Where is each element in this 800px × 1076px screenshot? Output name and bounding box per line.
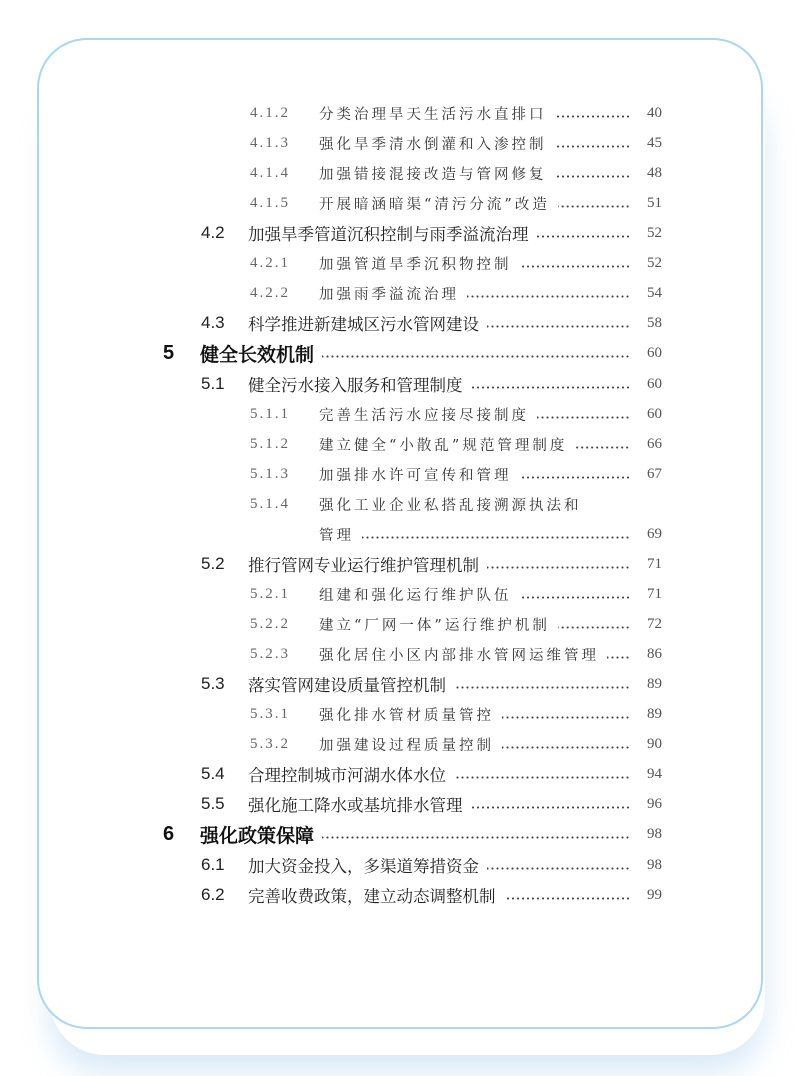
entry-body — [200, 338, 662, 369]
entry-number: 4.2 — [201, 223, 225, 242]
entry-number: 5.1 — [201, 374, 225, 393]
dot-leader — [454, 776, 630, 779]
dot-leader — [504, 897, 631, 900]
dot-leader — [607, 656, 630, 659]
entry-body — [319, 278, 662, 308]
entry-body — [248, 759, 662, 789]
entry-body — [200, 819, 662, 850]
entry-body — [319, 459, 662, 489]
dot-leader — [322, 355, 630, 358]
toc-entry[interactable] — [0, 880, 800, 910]
entry-page-number: 40 — [647, 104, 662, 121]
entry-number: 4.1.4 — [250, 164, 290, 181]
entry-page-number: 60 — [647, 405, 662, 422]
entry-body — [319, 188, 662, 218]
entry-title: 加强排水许可宣传和管理 — [319, 467, 512, 484]
toc-entry[interactable] — [0, 669, 800, 699]
entry-page-number: 67 — [647, 465, 662, 482]
dot-leader — [555, 115, 631, 118]
toc-entry[interactable] — [0, 369, 800, 399]
entry-title: 开展暗涵暗渠“清污分流”改造 — [319, 196, 550, 213]
table-of-contents — [0, 98, 800, 910]
entry-number: 4.1.5 — [250, 194, 290, 211]
entry-number: 4.2.2 — [250, 284, 290, 301]
entry-title: 强化旱季清水倒灌和入渗控制 — [319, 136, 547, 153]
entry-page-number: 60 — [647, 375, 662, 392]
entry-number: 4.1.3 — [250, 134, 290, 151]
entry-title: 强化居住小区内部排水管网运维管理 — [319, 647, 599, 664]
entry-page-number: 48 — [647, 164, 662, 181]
toc-entry[interactable] — [0, 549, 800, 579]
entry-body — [248, 549, 662, 579]
entry-title: 加强旱季管道沉积控制与雨季溢流治理 — [248, 225, 529, 244]
dot-leader — [520, 265, 631, 268]
toc-entry[interactable] — [0, 729, 800, 759]
entry-page-number: 71 — [647, 585, 662, 602]
toc-entry[interactable] — [0, 338, 800, 369]
entry-title: 健全长效机制 — [200, 344, 315, 366]
dot-leader — [558, 626, 630, 629]
dot-leader — [558, 205, 630, 208]
entry-number: 5.2.1 — [250, 585, 290, 602]
entry-title-continuation: 管理 — [319, 527, 354, 544]
entry-title: 落实管网建设质量管控机制 — [248, 676, 446, 695]
entry-page-number: 98 — [647, 826, 662, 842]
toc-entry[interactable] — [0, 759, 800, 789]
dot-leader — [487, 867, 630, 870]
entry-page-number: 96 — [647, 795, 662, 812]
entry-title: 加大资金投入，多渠道筹措资金 — [248, 857, 479, 876]
dot-leader — [502, 746, 630, 749]
entry-number: 4.3 — [201, 313, 225, 332]
entry-number: 5.2 — [201, 554, 225, 573]
toc-entry[interactable] — [0, 98, 800, 128]
entry-body — [319, 639, 662, 669]
toc-entry[interactable] — [0, 789, 800, 819]
toc-entry[interactable] — [0, 639, 800, 669]
entry-title: 科学推进新建城区污水管网建设 — [248, 315, 479, 334]
entry-number: 5.5 — [201, 794, 225, 813]
entry-page-number: 52 — [647, 224, 662, 241]
entry-page-number: 66 — [647, 435, 662, 452]
entry-title: 建立健全“小散乱”规范管理制度 — [319, 437, 568, 454]
entry-title: 组建和强化运行维护队伍 — [319, 587, 512, 604]
entry-body — [319, 579, 662, 609]
toc-entry[interactable] — [0, 819, 800, 850]
entry-title: 分类治理旱天生活污水直排口 — [319, 106, 547, 123]
entry-page-number: 99 — [647, 886, 662, 903]
toc-entry[interactable] — [0, 699, 800, 729]
entry-number: 5.3 — [201, 674, 225, 693]
toc-entry[interactable] — [0, 248, 800, 278]
entry-title: 强化施工降水或基坑排水管理 — [248, 796, 463, 815]
entry-title: 加强雨季溢流治理 — [319, 286, 459, 303]
entry-body — [319, 609, 662, 639]
entry-body — [319, 399, 662, 429]
entry-body — [319, 128, 662, 158]
entry-page-number: 45 — [647, 134, 662, 151]
entry-number: 5.1.4 — [250, 495, 290, 512]
dot-leader — [471, 806, 631, 809]
dot-leader — [454, 686, 630, 689]
dot-leader — [555, 175, 631, 178]
dot-leader — [537, 235, 631, 238]
entry-title: 合理控制城市河湖水体水位 — [248, 766, 446, 785]
entry-number: 6.1 — [201, 855, 225, 874]
dot-leader — [520, 596, 631, 599]
toc-entry[interactable] — [0, 128, 800, 158]
entry-number: 6.2 — [201, 885, 225, 904]
dot-leader — [471, 386, 631, 389]
entry-body — [248, 369, 662, 399]
entry-number: 5.2.3 — [250, 645, 290, 662]
entry-number: 5.3.2 — [250, 735, 290, 752]
toc-entry[interactable] — [0, 850, 800, 880]
entry-page-number: 72 — [647, 615, 662, 632]
entry-title: 强化工业企业私搭乱接溯源执法和 — [319, 497, 582, 514]
entry-body — [248, 308, 662, 338]
entry-page-number: 54 — [647, 284, 662, 301]
toc-entry[interactable] — [0, 579, 800, 609]
toc-entry[interactable] — [0, 218, 800, 248]
entry-number: 6 — [163, 823, 175, 845]
entry-body — [319, 519, 662, 549]
entry-title: 健全污水接入服务和管理制度 — [248, 376, 463, 395]
entry-body — [319, 429, 662, 459]
entry-title: 完善生活污水应接尽接制度 — [319, 407, 529, 424]
toc-entry-continuation — [0, 519, 800, 549]
entry-page-number: 51 — [647, 194, 662, 211]
entry-body — [319, 158, 662, 188]
entry-page-number: 86 — [647, 645, 662, 662]
entry-number: 5.1.3 — [250, 465, 290, 482]
entry-body — [319, 699, 662, 729]
entry-title: 加强建设过程质量控制 — [319, 737, 494, 754]
entry-title: 建立“厂网一体”运行维护机制 — [319, 617, 550, 634]
dot-leader — [537, 416, 630, 419]
entry-page-number: 98 — [647, 856, 662, 873]
entry-page-number: 60 — [647, 345, 662, 361]
entry-page-number: 58 — [647, 314, 662, 331]
entry-body — [319, 248, 662, 278]
dot-leader — [487, 325, 630, 328]
entry-body — [248, 218, 662, 248]
dot-leader — [467, 295, 630, 298]
entry-body — [319, 729, 662, 759]
entry-number: 4.1.2 — [250, 104, 290, 121]
entry-body — [248, 789, 662, 819]
entry-number: 5.4 — [201, 764, 225, 783]
toc-entry[interactable] — [0, 459, 800, 489]
toc-entry[interactable] — [0, 188, 800, 218]
toc-entry[interactable] — [0, 489, 800, 519]
entry-page-number: 94 — [647, 765, 662, 782]
entry-number: 4.2.1 — [250, 254, 290, 271]
entry-title: 完善收费政策，建立动态调整机制 — [248, 887, 496, 906]
entry-number: 5.1.2 — [250, 435, 290, 452]
dot-leader — [502, 716, 630, 719]
entry-page-number: 89 — [647, 675, 662, 692]
dot-leader — [555, 145, 631, 148]
toc-entry[interactable] — [0, 399, 800, 429]
entry-number: 5.3.1 — [250, 705, 290, 722]
entry-title: 强化政策保障 — [200, 825, 315, 847]
entry-number: 5.1.1 — [250, 405, 290, 422]
toc-entry[interactable] — [0, 158, 800, 188]
entry-title: 加强错接混接改造与管网修复 — [319, 166, 547, 183]
entry-page-number: 52 — [647, 254, 662, 271]
entry-body — [319, 98, 662, 128]
dot-leader — [575, 446, 630, 449]
entry-page-number: 69 — [647, 525, 662, 542]
dot-leader — [322, 836, 630, 839]
toc-entry[interactable] — [0, 609, 800, 639]
entry-page-number: 90 — [647, 735, 662, 752]
entry-page-number: 89 — [647, 705, 662, 722]
dot-leader — [362, 536, 630, 539]
entry-body — [319, 489, 662, 519]
toc-entry[interactable] — [0, 278, 800, 308]
entry-page-number: 71 — [647, 555, 662, 572]
entry-title: 加强管道旱季沉积物控制 — [319, 256, 512, 273]
entry-body — [248, 850, 662, 880]
entry-body — [248, 669, 662, 699]
dot-leader — [520, 476, 631, 479]
entry-title: 强化排水管材质量管控 — [319, 707, 494, 724]
toc-entry[interactable] — [0, 308, 800, 338]
entry-body — [248, 880, 662, 910]
entry-number: 5 — [163, 342, 175, 364]
toc-entry[interactable] — [0, 429, 800, 459]
dot-leader — [487, 566, 630, 569]
entry-number: 5.2.2 — [250, 615, 290, 632]
entry-title: 推行管网专业运行维护管理机制 — [248, 556, 479, 575]
